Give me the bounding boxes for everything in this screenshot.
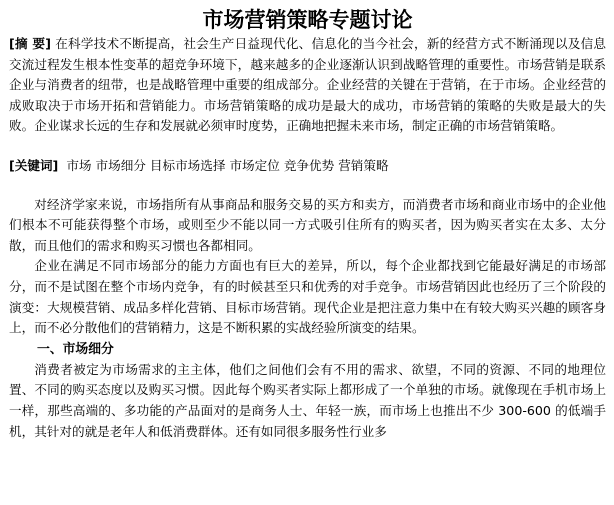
keywords-text: 市场 市场细分 目标市场选择 市场定位 竞争优势 营销策略 [66,157,389,173]
abstract-paragraph [9,34,606,137]
document-title: 市场营销策略专题讨论 [202,7,413,32]
body-paragraph-3: 消费者被定为市场需求的主主体，他们之间他们会有不用的需求、欲望，不同的资源、不同的地理位置、不同的购买态度以及购买习惯。因此每个购买者实际上都形成了一个单独的市场。就像现在手机市场上一样，那些高端的、多功能的产品面对的是商务人士、年轻一族，而市场上也推出不少 300-600 的低端手机，其针对的就是老年人和低消费群体。还有如同很多服务性行业多 [9,361,606,439]
spacer [9,137,606,156]
keywords-label: [关键词] [9,157,59,173]
abstract-label: [摘 要] [9,36,51,51]
section-heading-market-segmentation: 一、市场细分 [37,341,114,357]
spacer [9,177,606,195]
abstract-text: 在科学技术不断提高，社会生产日益现代化、信息化的当今社会，新的经营方式不断涌现以及信息交流过程发生根本性变革的超竞争环境下，越来越多的企业逐渐认识到战略管理的重要性。市场营销是联系企业与消费者的纽带，也是战略管理中重要的组成部分。企业经营的关键在于营销，在于市场。企业经营的成败取决于市场开拓和营销能力。市场营销策略的成功是最大的成功，市场营销的策略的失败是最大的失败。企业谋求长远的生存和发展就必须审时度势，正确地把握未来市场，制定正确的市场营销策略。 [9,36,606,134]
body-paragraph-1: 对经济学家来说，市场指所有从事商品和服务交易的买方和卖方，而消费者市场和商业市场中的企业他们根本不可能获得整个市场，或则至少不能以同一方式吸引住所有的购买者，因为购买者实在太多、太分散，而且他们的需求和购买习惯也各都相同。 [9,196,606,253]
keywords-paragraph [9,156,606,177]
body-paragraph-2: 企业在满足不同市场部分的能力方面也有巨大的差异，所以，每个企业都找到它能最好满足的市场部分，而不是试图在整个市场内竞争，有的时候甚至只和优秀的对手竞争。市场营销因此也经历了三个阶段的演变：大规模营销、成品多样化营销、目标市场营销。现代企业是把注意力集中在有较大购买兴趣的顾客身上，而不必分散他们的营销精力，这是不断积累的实战经验所演变的结果。 [9,258,606,336]
